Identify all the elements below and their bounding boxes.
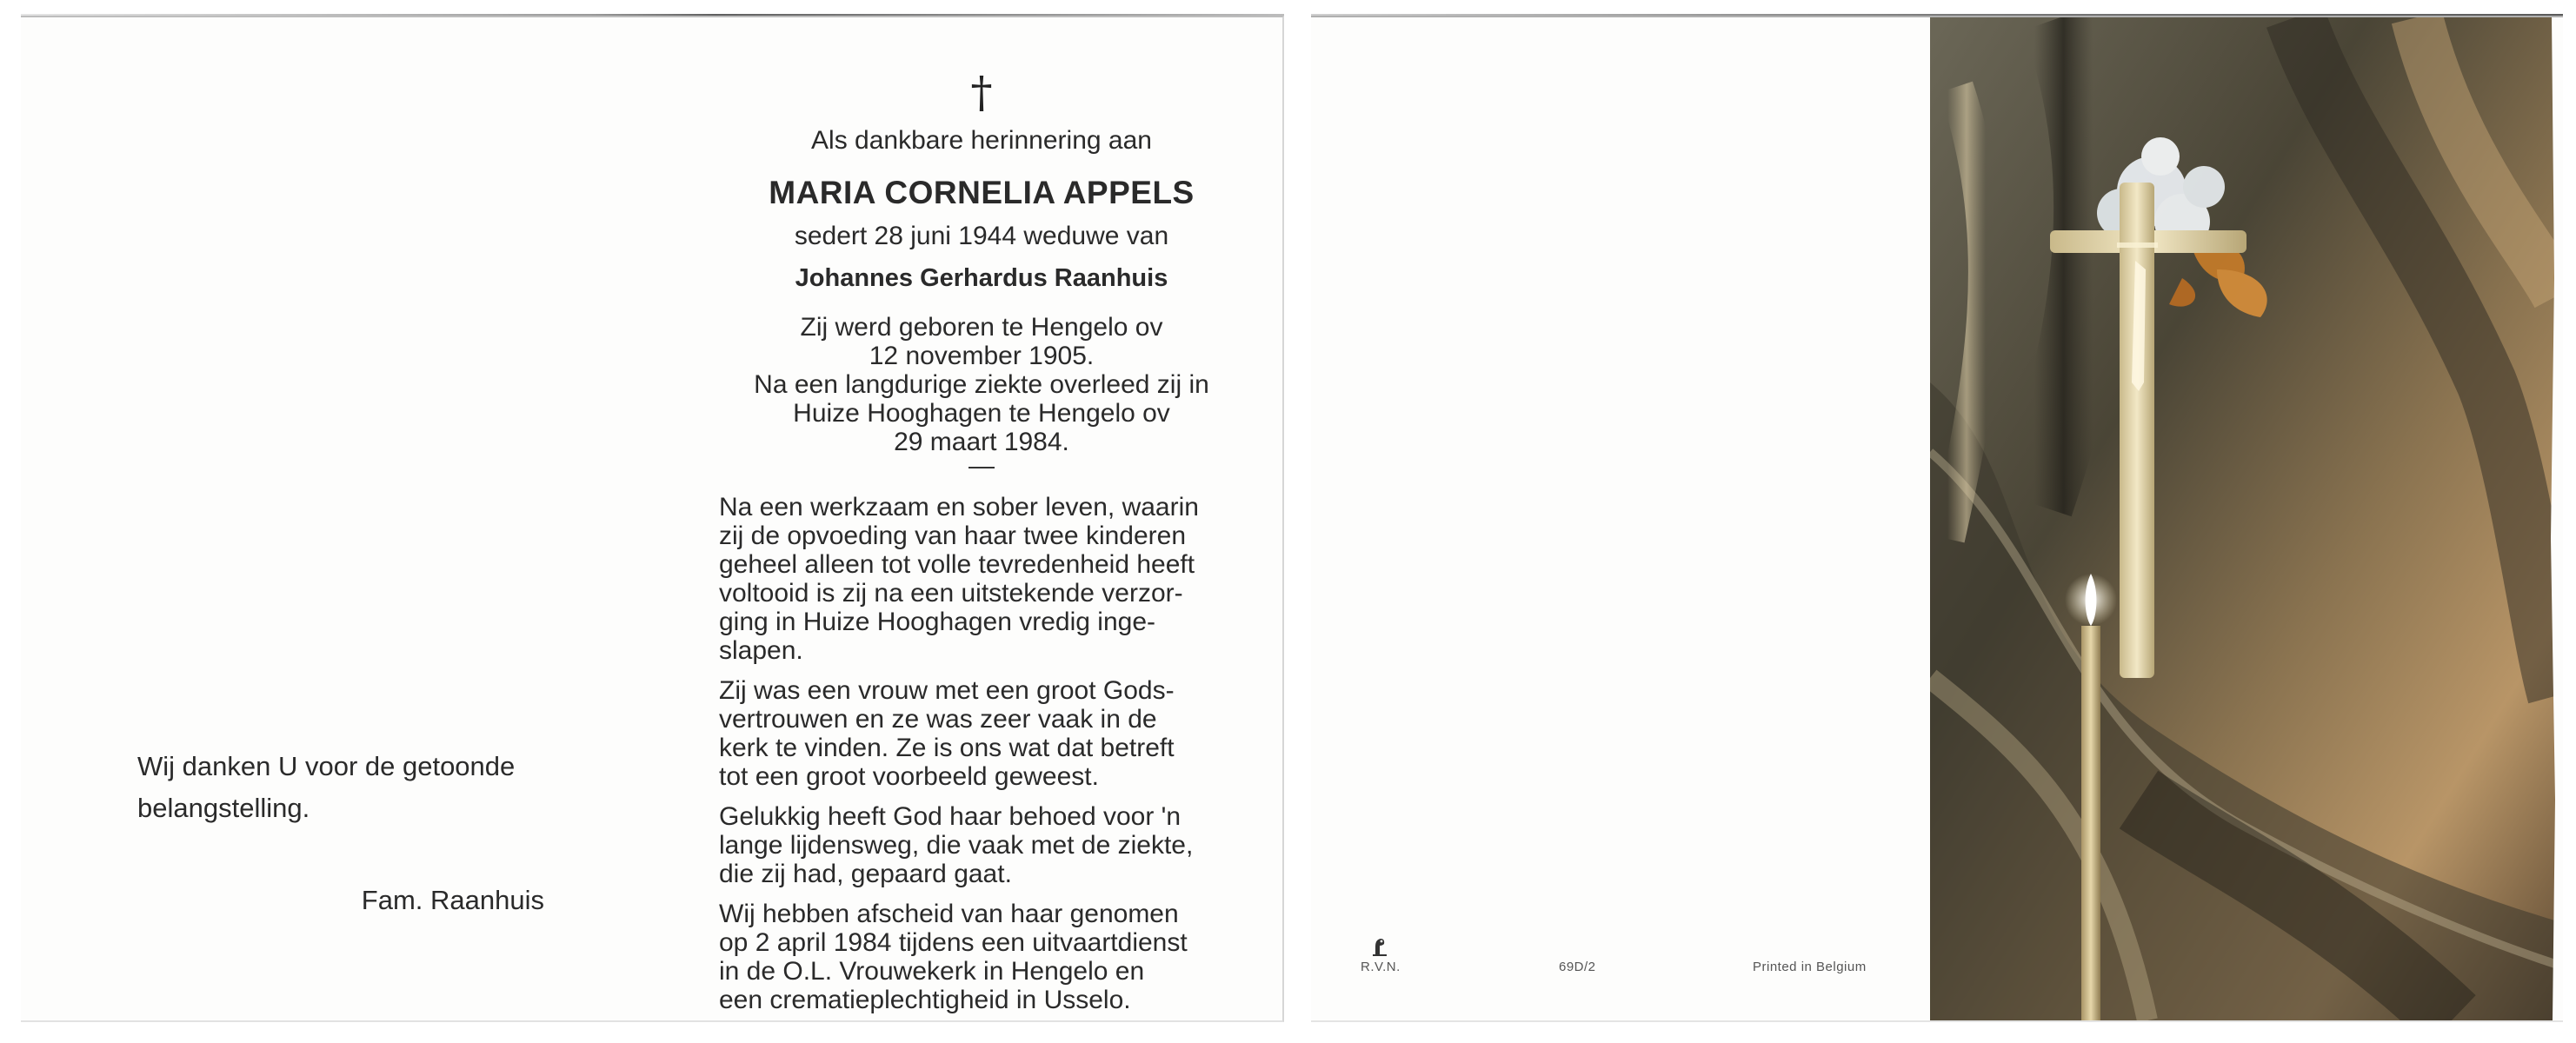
text-line: zij de opvoeding van haar twee kinderen [719,522,1187,550]
bio-line: 29 maart 1984. [894,428,1069,456]
text-line: Zij was een vrouw met een groot Gods- [719,676,1175,705]
bio-block [712,313,1251,456]
text-line: geheel alleen tot volle tevredenheid heeft [719,550,1195,579]
text-line: lange lijdensweg, die vaak met de ziekte, [719,831,1194,860]
text-line: Wij hebben afscheid van haar genomen [719,900,1179,928]
deceased-name: MARIA CORNELIA APPELS [769,175,1195,210]
text-line: voltooid is zij na een uitstekende verzor- [719,579,1183,608]
paragraph [712,493,1251,665]
bio-line: 12 november 1905. [869,342,1095,370]
text-line: Na een werkzaam en sober leven, waarin [719,493,1199,522]
bio-line: Zij werd geboren te Hengelo ov [800,313,1163,342]
cross-icon: † [970,67,993,117]
text-line: in de O.L. Vrouwekerk in Hengelo en [719,957,1145,986]
divider [968,467,995,468]
thanks-line: Wij danken U voor de getoonde [137,751,516,781]
text-line: Gelukkig heeft God haar behoed voor 'n [719,802,1181,831]
cross-candle-photo [1930,17,2558,1020]
card-top-edge [1311,14,2563,16]
bio-line: Huize Hooghagen te Hengelo ov [793,399,1170,428]
text-line: een crematieplechtigheid in Usselo. [719,986,1131,1014]
card-top-edge [21,14,1284,16]
text-line: die zij had, gepaard gaat. [719,860,1012,888]
text-line: vertrouwen en ze was zeer vaak in de [719,705,1157,734]
publisher-logo-icon [1368,934,1391,957]
family-signature: Fam. Raanhuis [361,885,544,915]
text-line: ging in Huize Hooghagen vredig inge- [719,608,1156,636]
card-code: 69D/2 [1559,960,1596,974]
printed-note: Printed in Belgium [1753,960,1867,974]
husband-name: Johannes Gerhardus Raanhuis [795,264,1168,292]
paragraph [712,802,1251,888]
paragraph [712,676,1251,791]
memorial-text [712,68,1251,1026]
text-line: op 2 april 1984 tijdens een uitvaartdienst [719,928,1188,957]
thanks-note [137,746,589,829]
bio-line: Na een langdurige ziekte overleed zij in [754,370,1209,399]
paragraph [712,900,1251,1014]
text-line: tot een groot voorbeeld geweest. [719,762,1099,791]
thanks-line: belangstelling. [137,793,310,823]
publisher-imprint: R.V.N. [1361,960,1401,974]
memorial-card-outside [1311,16,2563,1022]
intro-line: Als dankbare herinnering aan [811,126,1152,155]
text-line: slapen. [719,636,803,665]
text-line: kerk te vinden. Ze is ons wat dat betreft [719,734,1175,762]
memorial-card-inside [21,16,1284,1022]
widow-line: sedert 28 juni 1944 weduwe van [794,222,1169,250]
